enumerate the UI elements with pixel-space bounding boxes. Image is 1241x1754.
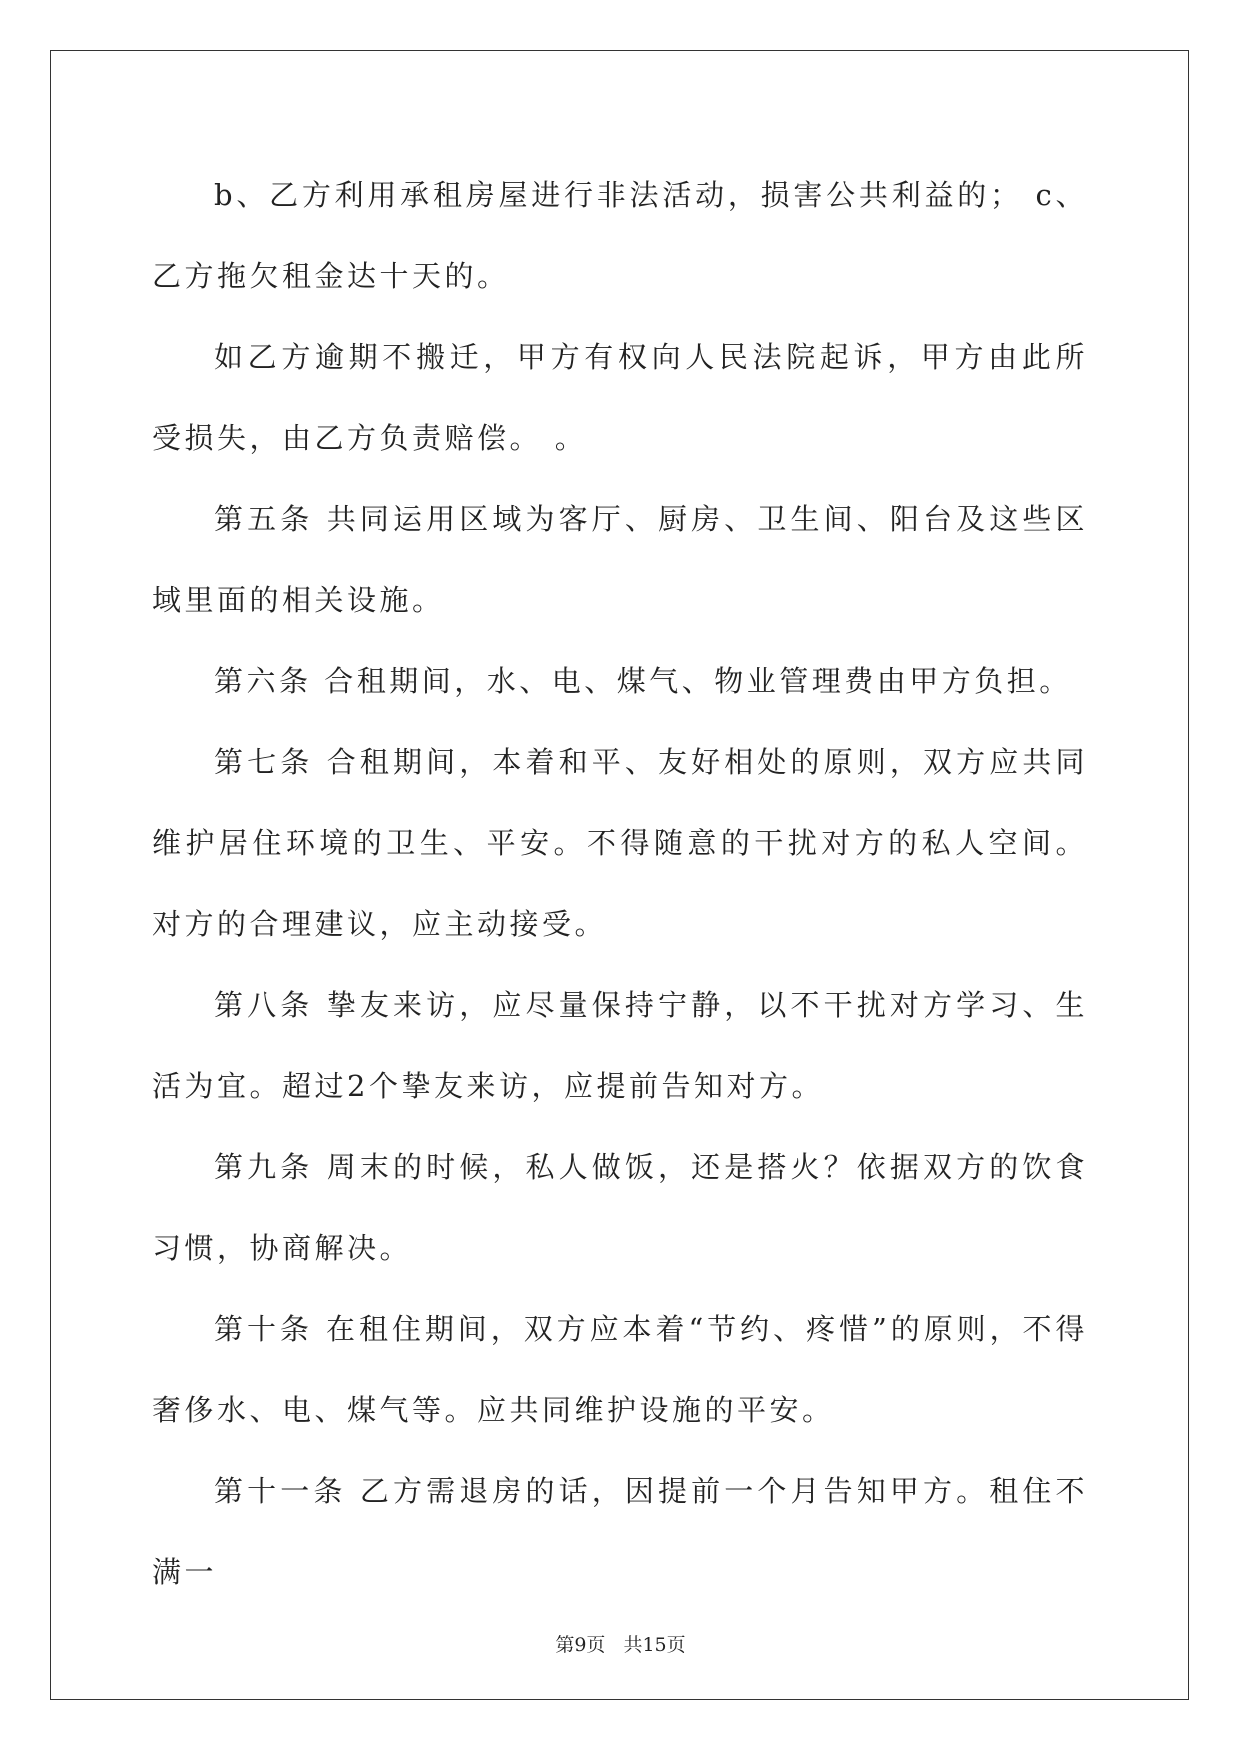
document-body <box>152 155 1088 1613</box>
paragraph: 第十条 在租住期间，双方应本着“节约、疼惜”的原则，不得奢侈水、电、煤气等。应共同维护设施的平安。 <box>152 1312 1088 1427</box>
page-total: 共15页 <box>623 1634 686 1656</box>
paragraph: 如乙方逾期不搬迁，甲方有权向人民法院起诉，甲方由此所受损失，由乙方负责赔偿。 。 <box>152 340 1088 455</box>
paragraph: 第五条 共同运用区域为客厅、厨房、卫生间、阳台及这些区域里面的相关设施。 <box>152 502 1088 617</box>
paragraph: b、乙方利用承租房屋进行非法活动，损害公共利益的； c、乙方拖欠租金达十天的。 <box>152 178 1088 293</box>
paragraph: 第九条 周末的时候，私人做饭，还是搭火？依据双方的饮食习惯，协商解决。 <box>152 1150 1088 1265</box>
paragraph: 第六条 合租期间，水、电、煤气、物业管理费由甲方负担。 <box>214 664 1072 698</box>
page-footer <box>0 1630 1241 1657</box>
page-number: 第9页 <box>555 1634 606 1656</box>
paragraph: 第十一条 乙方需退房的话，因提前一个月告知甲方。租住不满一 <box>152 1474 1088 1589</box>
paragraph: 第八条 挚友来访，应尽量保持宁静，以不干扰对方学习、生活为宜。超过2个挚友来访，应提前告知对方。 <box>152 988 1088 1103</box>
paragraph: 第七条 合租期间，本着和平、友好相处的原则，双方应共同维护居住环境的卫生、平安。不得随意的干扰对方的私人空间。对方的合理建议，应主动接受。 <box>152 745 1088 941</box>
